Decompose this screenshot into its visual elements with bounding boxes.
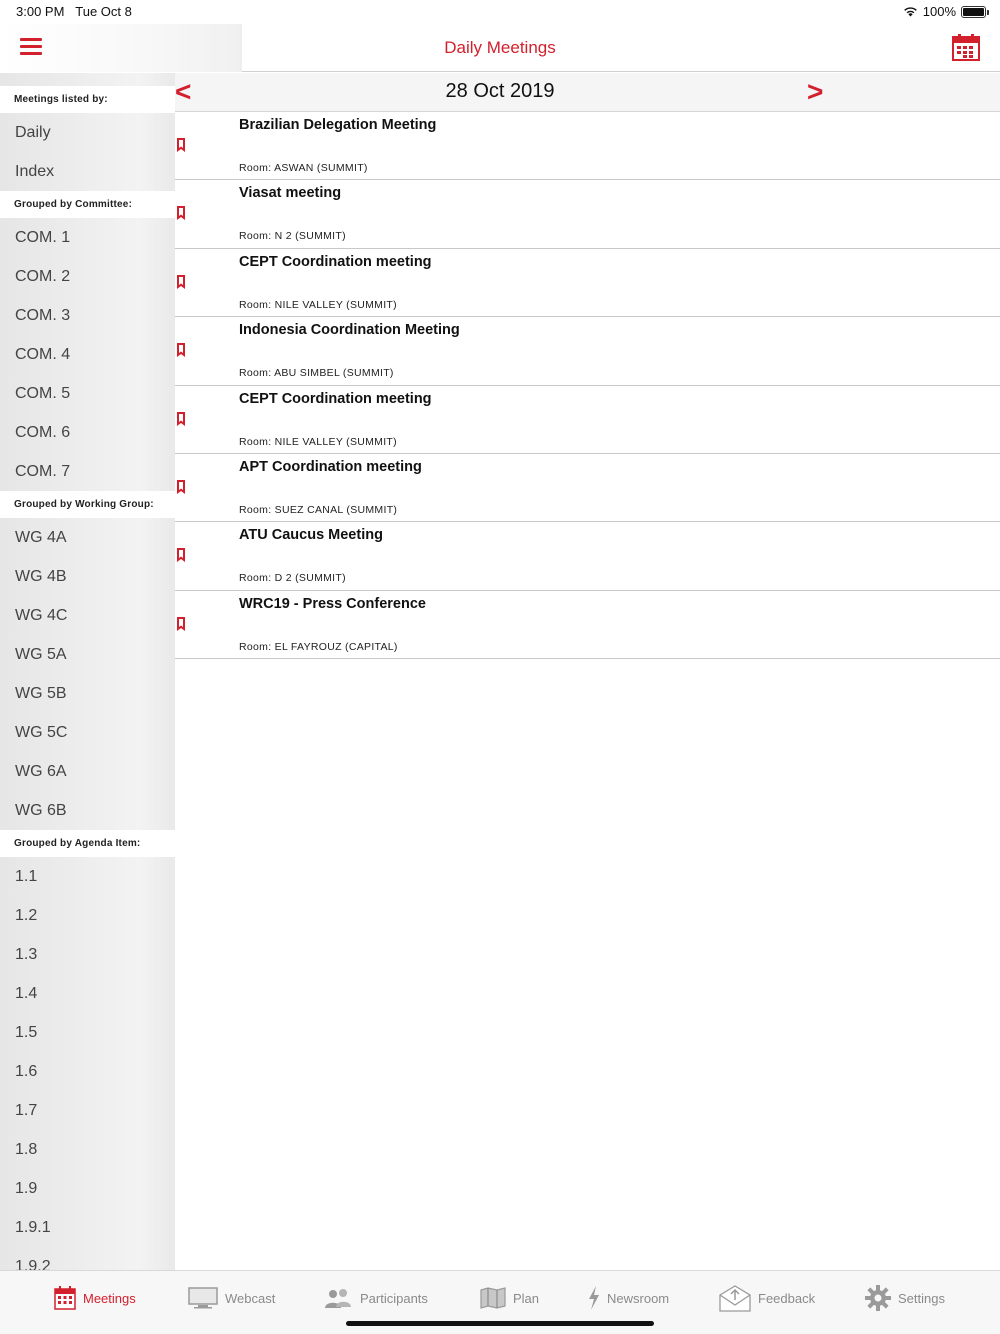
meeting-title: CEPT Coordination meeting <box>239 253 432 270</box>
meeting-row[interactable] <box>175 386 1000 454</box>
sidebar-item-agenda-1-7[interactable]: 1.7 <box>15 1102 38 1119</box>
bookmark-icon <box>175 274 187 290</box>
sidebar-item-wg-5b[interactable]: WG 5B <box>15 685 67 702</box>
sidebar-item-agenda-1-1[interactable]: 1.1 <box>15 868 38 885</box>
meeting-title: Indonesia Coordination Meeting <box>239 322 460 339</box>
nav-bar <box>0 24 1000 72</box>
sidebar-item-daily[interactable]: Daily <box>15 124 51 141</box>
tab-newsroom[interactable] <box>588 1283 669 1313</box>
battery-icon <box>961 6 986 18</box>
status-time <box>16 4 132 19</box>
sidebar-item-com-2[interactable]: COM. 2 <box>15 268 71 285</box>
sidebar-header-working-group: Grouped by Working Group: <box>0 491 175 518</box>
sidebar-item-agenda-1-9-2[interactable]: 1.9.2 <box>15 1258 51 1270</box>
meeting-title: WRC19 - Press Conference <box>239 595 426 612</box>
sidebar-item-wg-4c[interactable]: WG 4C <box>15 607 68 624</box>
meeting-room: Room: SUEZ CANAL (SUMMIT) <box>239 503 398 516</box>
bookmark-icon <box>175 547 187 563</box>
bookmark-icon <box>175 137 187 153</box>
meeting-room: Room: ABU SIMBEL (SUMMIT) <box>239 367 394 380</box>
date-navigator <box>175 73 1000 112</box>
sidebar-item-agenda-1-8[interactable]: 1.8 <box>15 1141 38 1158</box>
meeting-row[interactable] <box>175 180 1000 248</box>
page-title: Daily Meetings <box>444 38 556 57</box>
sidebar-item-com-5[interactable]: COM. 5 <box>15 385 71 402</box>
sidebar-item-index[interactable]: Index <box>15 163 55 180</box>
meeting-title: APT Coordination meeting <box>239 458 422 475</box>
previous-day-button[interactable]: < <box>175 76 192 107</box>
meeting-title: CEPT Coordination meeting <box>239 390 432 407</box>
sidebar-item-agenda-1-9-1[interactable]: 1.9.1 <box>15 1219 51 1236</box>
sidebar-item-wg-6a[interactable]: WG 6A <box>15 763 67 780</box>
sidebar-item-wg-4b[interactable]: WG 4B <box>15 568 67 585</box>
next-day-button[interactable]: > <box>807 76 824 107</box>
sidebar-item-com-1[interactable]: COM. 1 <box>15 229 71 246</box>
meeting-row[interactable] <box>175 317 1000 385</box>
tab-newsroom-label: Newsroom <box>607 1290 670 1306</box>
sidebar-item-com-6[interactable]: COM. 6 <box>15 424 71 441</box>
tab-settings[interactable] <box>865 1283 945 1313</box>
bookmark-icon <box>175 479 187 495</box>
sidebar-item-wg-5a[interactable]: WG 5A <box>15 646 67 663</box>
sidebar-header-agenda-item: Grouped by Agenda Item: <box>0 830 175 857</box>
sidebar-item-agenda-1-5[interactable]: 1.5 <box>15 1024 38 1041</box>
meeting-room: Room: NILE VALLEY (SUMMIT) <box>239 435 397 448</box>
map-icon <box>480 1287 506 1309</box>
wifi-icon <box>903 6 918 17</box>
meeting-row[interactable] <box>175 112 1000 180</box>
sidebar-item-agenda-1-4[interactable]: 1.4 <box>15 985 38 1002</box>
meeting-title: Viasat meeting <box>239 185 342 202</box>
sidebar-item-wg-5c[interactable]: WG 5C <box>15 724 68 741</box>
sidebar-item-com-7[interactable]: COM. 7 <box>15 463 71 480</box>
sidebar-item-agenda-1-2[interactable]: 1.2 <box>15 907 38 924</box>
tab-participants-label: Participants <box>360 1290 428 1306</box>
meeting-row[interactable] <box>175 522 1000 590</box>
bookmark-icon <box>175 342 187 358</box>
meeting-row[interactable] <box>175 454 1000 522</box>
sidebar-header-listed-by: Meetings listed by: <box>0 86 175 113</box>
sidebar-item-agenda-1-6[interactable]: 1.6 <box>15 1063 38 1080</box>
meeting-row[interactable] <box>175 249 1000 317</box>
status-clock: 3:00 PM <box>16 4 65 19</box>
meeting-title: Brazilian Delegation Meeting <box>239 117 437 133</box>
meeting-room: Room: ASWAN (SUMMIT) <box>239 162 368 174</box>
sidebar-item-com-4[interactable]: COM. 4 <box>15 346 71 363</box>
meeting-title: ATU Caucus Meeting <box>239 527 383 544</box>
tab-meetings-label: Meetings <box>83 1290 136 1306</box>
status-bar <box>0 0 1000 24</box>
meeting-room: Room: N 2 (SUMMIT) <box>239 230 346 243</box>
status-indicators <box>903 4 986 19</box>
monitor-icon <box>188 1287 218 1309</box>
bookmark-icon <box>175 616 187 632</box>
current-date: 28 Oct 2019 <box>445 80 555 102</box>
envelope-icon <box>719 1284 751 1312</box>
sidebar[interactable] <box>0 73 175 1270</box>
meeting-room: Room: NILE VALLEY (SUMMIT) <box>239 298 397 311</box>
meeting-room: Room: D 2 (SUMMIT) <box>239 572 346 585</box>
sidebar-item-wg-6b[interactable]: WG 6B <box>15 802 67 819</box>
tab-plan-label: Plan <box>513 1290 540 1306</box>
calendar-icon <box>54 1286 76 1310</box>
sidebar-item-agenda-1-3[interactable]: 1.3 <box>15 946 38 963</box>
sidebar-item-wg-4a[interactable]: WG 4A <box>15 529 67 546</box>
tab-plan[interactable] <box>480 1283 539 1313</box>
calendar-icon <box>952 33 980 61</box>
tab-feedback[interactable] <box>719 1283 815 1313</box>
home-indicator[interactable] <box>346 1321 654 1326</box>
lightning-icon <box>588 1286 600 1310</box>
tab-meetings[interactable] <box>54 1283 136 1313</box>
people-icon <box>323 1287 353 1309</box>
tab-webcast-label: Webcast <box>225 1290 276 1306</box>
tab-feedback-label: Feedback <box>758 1290 816 1306</box>
meeting-row[interactable] <box>175 591 1000 659</box>
sidebar-header-committee: Grouped by Committee: <box>0 191 175 218</box>
sidebar-item-agenda-1-9[interactable]: 1.9 <box>15 1180 38 1197</box>
tab-settings-label: Settings <box>898 1290 945 1306</box>
tab-webcast[interactable] <box>188 1283 275 1313</box>
sidebar-item-com-3[interactable]: COM. 3 <box>15 307 71 324</box>
bookmark-icon <box>175 411 187 427</box>
bookmark-icon <box>175 205 187 221</box>
gear-icon <box>865 1285 891 1311</box>
meeting-list <box>175 112 1000 659</box>
tab-participants[interactable] <box>323 1283 428 1313</box>
battery-percent: 100% <box>922 4 956 19</box>
status-date: Tue Oct 8 <box>75 4 132 19</box>
calendar-picker-button[interactable] <box>952 33 980 61</box>
meeting-room: Room: EL FAYROUZ (CAPITAL) <box>239 640 398 653</box>
